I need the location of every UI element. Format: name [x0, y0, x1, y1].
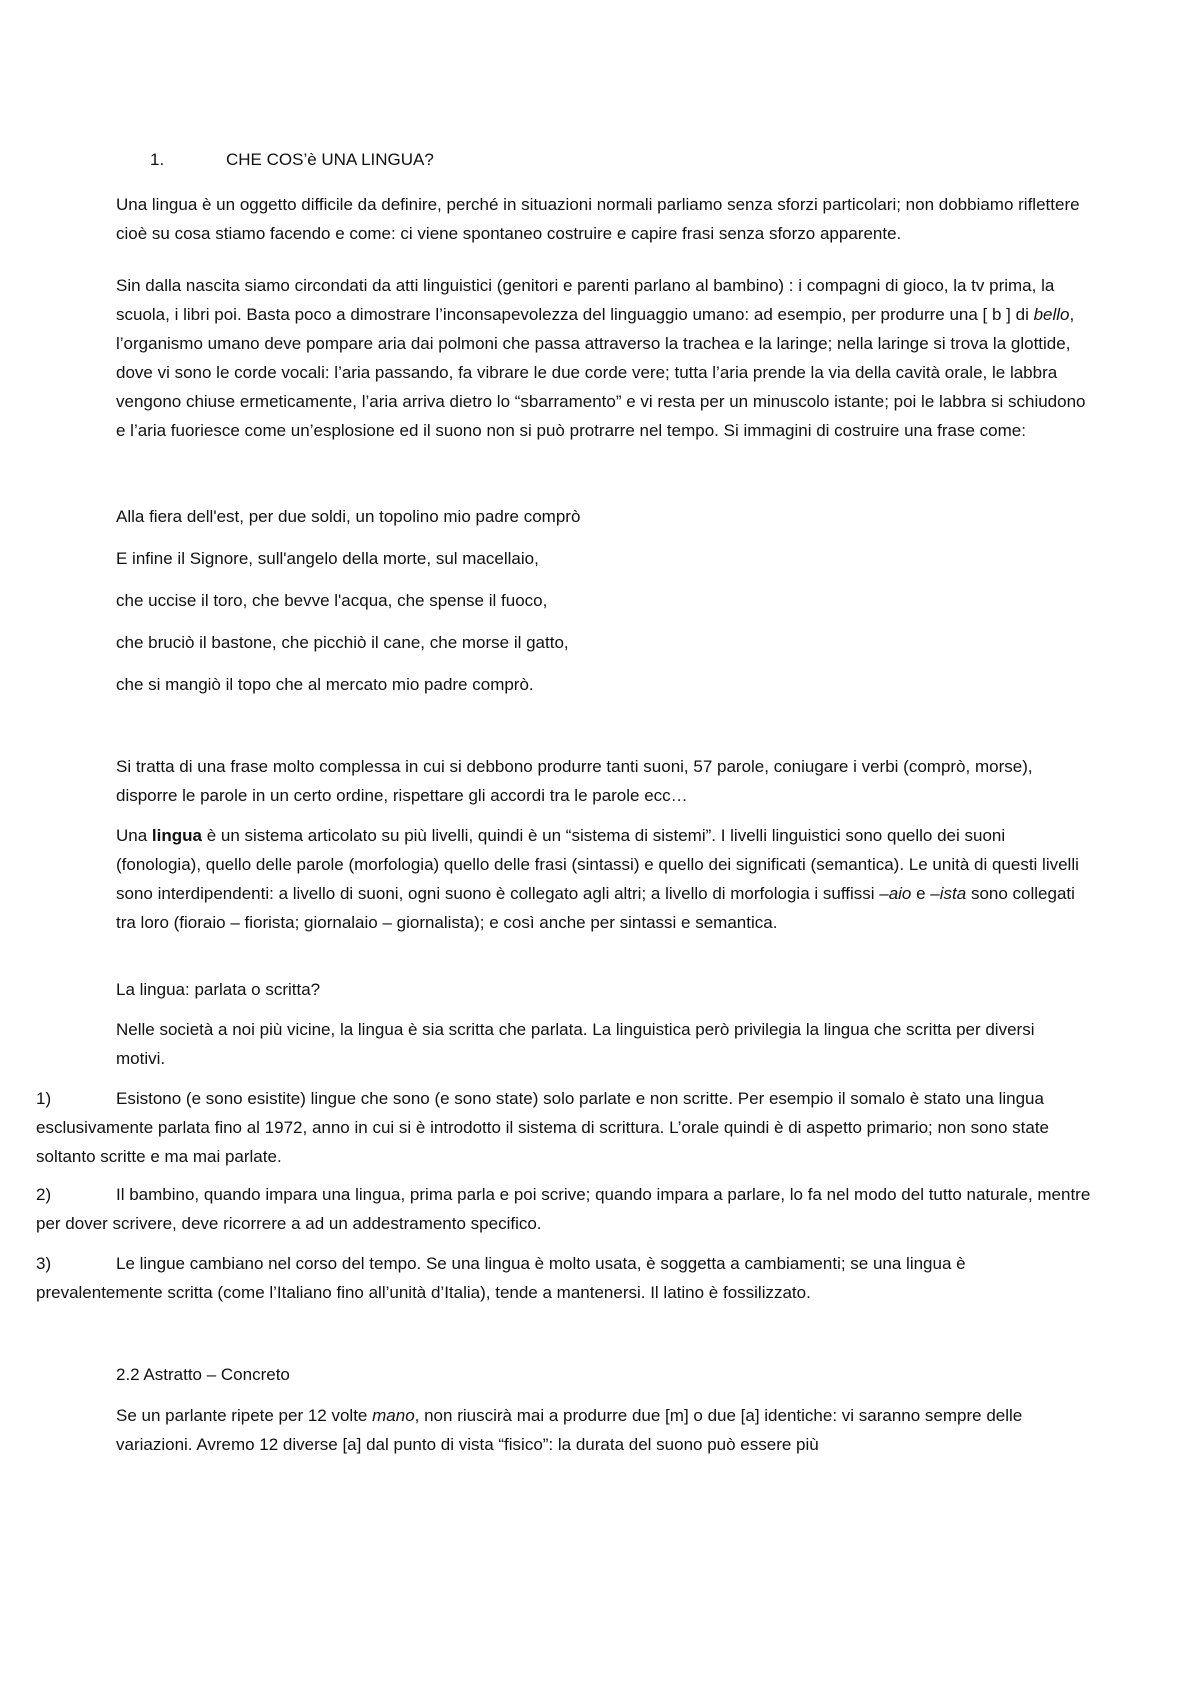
list-marker: 1) — [36, 1089, 52, 1108]
section-heading — [150, 147, 434, 173]
section-heading-2: 2.2 Astratto – Concreto — [116, 1365, 290, 1384]
verse-line: E infine il Signore, sull'angelo della morte, sul macellaio, — [116, 549, 539, 568]
paragraph-spoken-written: La lingua: parlata o scritta? — [116, 980, 321, 999]
paragraph-complex-sentence: Si tratta di una frase molto complessa in cui si debbono produrre tanti suoni, 57 parole, coniugare i verbi (comprò, morse), disporre le parole in un certo ordine, rispettare gli accordi tra le parole ecc… — [116, 757, 1033, 805]
list-item: 3) Le lingue cambiano nel corso del tempo. Se una lingua è molto usata, è soggetta a cambiamenti; se una lingua è prevalentemente scritta (come l’Italiano fino all’unità d’Italia), tende a mantenersi. Il latino è fossilizzato. — [36, 1249, 1092, 1307]
list-item: 1) Esistono (e sono esistite) lingue che sono (e sono state) solo parlate e non scritte. Per esempio il somalo è stato una lingua esclusivamente parlata fino al 1972, anno in cui si è introdotto il sistema di scrittura. L’orale quindi è di aspetto primario; non sono state soltanto scritte e ma mai parlate. — [36, 1084, 1092, 1171]
paragraph-modern-societies: Nelle società a noi più vicine, la lingua è sia scritta che parlata. La linguistica però privilegia la lingua che scritta per diversi motivi. — [116, 1020, 1035, 1068]
paragraph-linguistic-acts: Sin dalla nascita siamo circondati da atti linguistici (genitori e parenti parlano al bambino) : i compagni di gioco, la tv prima, la scuola, i libri poi. Basta poco a dimostrare l’inconsapevolezza del linguaggio umano: ad esempio, per produrre una [ b ] di bello, l’organismo umano deve pompare aria dai polmoni che passa attraverso la trachea e la laringe; nella laringe si trova la glottide, dove vi sono le corde vocali: l’aria passando, fa vibrare le due corde vere; tutta l’aria prende la via della cavità orale, le labbra vengono chiuse ermeticamente, l’aria arriva dietro lo “sbarramento” e vi resta per un minuscolo istante; poi le labbra si schiudono e l’aria fuoriesce come un’esplosione ed il suono non si può protrarre nel tempo. Si immagini di costruire una frase come: — [116, 276, 1086, 440]
heading-title: CHE COS’è UNA LINGUA? — [226, 150, 434, 169]
paragraph-abstract-concrete: Se un parlante ripete per 12 volte mano, non riuscirà mai a produrre due [m] o due [a] identiche: vi saranno sempre delle variazioni. Avremo 12 diverse [a] dal punto di vista “fisico”: la durata del suono può essere più — [116, 1406, 1023, 1454]
list-item: 2) Il bambino, quando impara una lingua, prima parla e poi scrive; quando impara a parlare, lo fa nel modo del tutto naturale, mentre per dover scrivere, deve ricorrere a ad un addestramento specifico. — [36, 1180, 1092, 1238]
paragraph-definition: Una lingua è un oggetto difficile da definire, perché in situazioni normali parliamo senza sforzi particolari; non dobbiamo riflettere cioè su cosa stiamo facendo e come: ci viene spontaneo costruire e capire frasi senza sforzo apparente. — [116, 195, 1080, 243]
paragraph-language-system: Una lingua è un sistema articolato su più livelli, quindi è un “sistema di sistemi”. I livelli linguistici sono quello dei suoni (fonologia), quello delle parole (morfologia) quello delle frasi (sintassi) e quello dei significati (semantica). Le unità di questi livelli sono interdipendenti: a livello di suoni, ogni suono è collegato agli altri; a livello di morfologia i suffissi –aio e –ista sono collegati tra loro (fioraio – fiorista; giornalaio – giornalista); e così anche per sintassi e semantica. — [116, 826, 1079, 932]
list-marker: 2) — [36, 1185, 52, 1204]
verse-line: Alla fiera dell'est, per due soldi, un topolino mio padre comprò — [116, 507, 581, 526]
verse-line: che bruciò il bastone, che picchiò il cane, che morse il gatto, — [116, 633, 569, 652]
verse-line: che uccise il toro, che bevve l'acqua, che spense il fuoco, — [116, 591, 548, 610]
heading-number: 1. — [150, 150, 165, 169]
verse-line: che si mangiò il topo che al mercato mio padre comprò. — [116, 675, 534, 694]
list-marker: 3) — [36, 1254, 52, 1273]
